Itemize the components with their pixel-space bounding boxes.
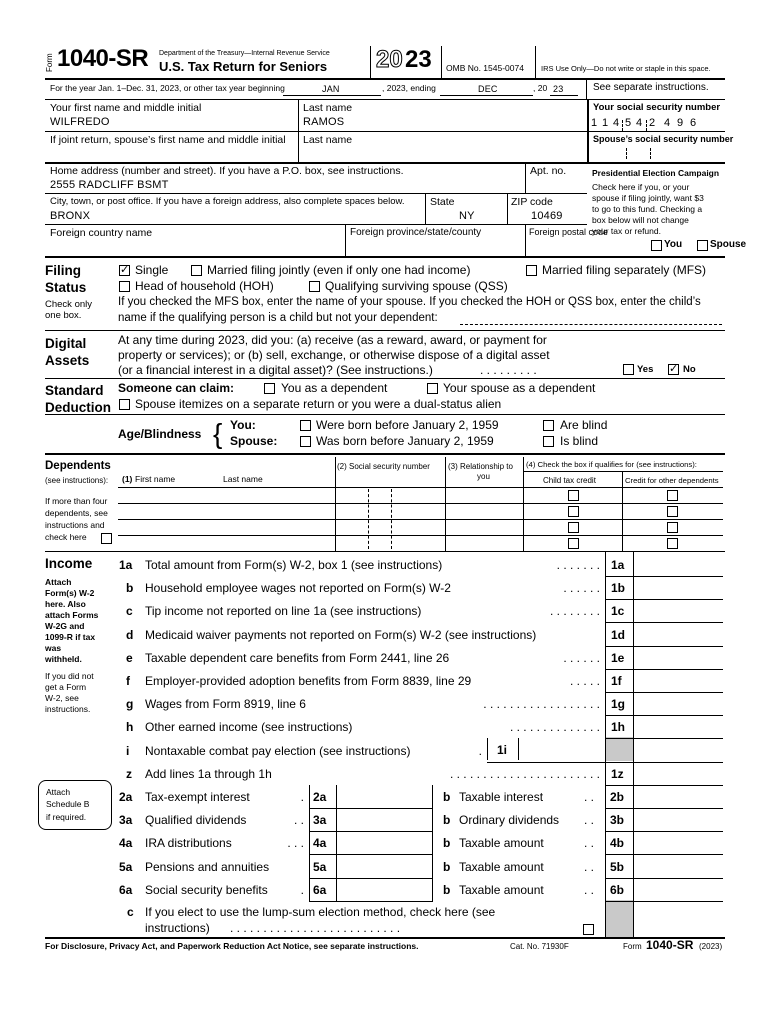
form-vertical-label: Form — [45, 53, 54, 72]
line-5b-box-label: 5b — [610, 860, 625, 874]
age-brace: { — [213, 418, 223, 449]
last-name-label: Last name — [303, 102, 353, 114]
line-5b-letter: b — [443, 860, 451, 874]
line-6a-label: Social security benefits — [145, 883, 268, 897]
line-1c-box-label: 1c — [611, 604, 625, 618]
income-title: Income — [45, 556, 93, 571]
line-1a-box-label: 1a — [611, 558, 625, 572]
line-1g-number: g — [126, 697, 134, 711]
spouse-last-name-label: Last name — [303, 134, 353, 146]
digital-question-3: (or a financial interest in a digital asset)? (See instructions.) — [118, 363, 433, 377]
dep-col2-header: (2) Social security number — [337, 462, 430, 471]
line-2b-letter: b — [443, 790, 451, 804]
foreign-postal-field[interactable] — [529, 240, 584, 253]
first-name-field[interactable]: WILFREDO — [50, 116, 110, 128]
line-1b-amount[interactable] — [634, 576, 723, 599]
line-1z-amount[interactable] — [634, 762, 723, 785]
line-6b-dots: . . — [583, 883, 594, 897]
dep-row-1-odc-checkbox[interactable] — [667, 490, 678, 501]
line-2a-label: Tax-exempt interest — [145, 790, 250, 804]
dependents-see-instructions: (see instructions): — [45, 476, 109, 485]
spouse-first-name-label: If joint return, spouse’s first name and middle initial — [50, 134, 286, 146]
line-1e-label: Taxable dependent care benefits from Form 2441, line 26 — [145, 651, 450, 665]
footer-form-number: 1040-SR — [646, 938, 694, 952]
income-attach-7: was — [45, 643, 62, 653]
spouse-blind-checkbox[interactable] — [543, 436, 554, 447]
line-3b-label: Ordinary dividends — [459, 813, 560, 827]
dep-row-1-ctc-checkbox[interactable] — [568, 490, 579, 501]
state-label: State — [430, 196, 455, 208]
age-you-label: You: — [230, 418, 256, 432]
footer-cat-no: Cat. No. 71930F — [510, 942, 569, 951]
presidential-you-label: You — [664, 239, 683, 250]
line-4a-amount[interactable] — [338, 831, 433, 854]
line-1e-dots: . . . . . . — [563, 651, 600, 665]
age-spouse-label: Spouse: — [230, 434, 278, 448]
line-1z-number: z — [126, 767, 132, 781]
mfs-label: Married filing separately (MFS) — [542, 263, 707, 277]
line-1h-label: Other earned income (see instructions) — [145, 720, 353, 734]
income-attach-4: attach Forms — [45, 610, 99, 620]
form-title: U.S. Tax Return for Seniors — [159, 59, 328, 74]
dep-more-1: If more than four — [45, 496, 108, 506]
line-2a-dots: . — [300, 790, 304, 804]
presidential-spouse-label: Spouse — [710, 239, 747, 250]
presidential-text-2: spouse if filing jointly, want $3 — [592, 193, 704, 203]
mfj-checkbox[interactable] — [191, 265, 202, 276]
line-1c-label: Tip income not reported on line 1a (see instructions) — [145, 604, 422, 618]
line-1b-dots: . . . . . . — [563, 581, 600, 595]
qss-checkbox[interactable] — [309, 281, 320, 292]
line-1e-box-label: 1e — [611, 651, 625, 665]
line-1e-number: e — [126, 651, 133, 665]
dep-row-1-name[interactable] — [118, 487, 335, 503]
spouse-blind-label: Is blind — [560, 434, 599, 448]
line-4a-box-label: 4a — [313, 836, 327, 850]
footer-disclosure: For Disclosure, Privacy Act, and Paperwork Reduction Act Notice, see separate instructions. — [45, 941, 419, 951]
dep-row-2-odc-checkbox[interactable] — [667, 506, 678, 517]
line-6b-label: Taxable amount — [459, 883, 544, 897]
line-6a-amount[interactable] — [338, 878, 433, 901]
schedule-b-2: Schedule B — [46, 799, 90, 809]
city-field[interactable]: BRONX — [50, 210, 91, 222]
line-1a-amount[interactable] — [634, 553, 723, 576]
footer-form-year: (2023) — [699, 942, 723, 951]
filing-status-note-2: one box. — [45, 310, 82, 321]
spouse-ssn-label: Spouse’s social security number — [593, 134, 734, 144]
digital-question-2: property or services); or (b) sell, exchange, or otherwise dispose of a digital asset — [118, 348, 550, 362]
income-attach-1: Attach — [45, 577, 72, 587]
dep-more-2: dependents, see — [45, 508, 108, 518]
line-3a-label: Qualified dividends — [145, 813, 247, 827]
filing-status-instruction-1: If you checked the MFS box, enter the name of your spouse. If you checked the HOH or QSS box, enter the child’s — [118, 296, 701, 308]
line-1d-label: Medicaid waiver payments not reported on Form(s) W-2 (see instructions) — [145, 628, 537, 642]
first-name-label: Your first name and middle initial — [50, 102, 202, 114]
standard-deduction-title-1: Standard — [45, 383, 104, 398]
digital-question-1: At any time during 2023, did you: (a) receive (as a reward, award, or payment for — [118, 333, 547, 347]
spouse-born-before-label: Was born before January 2, 1959 — [316, 434, 494, 448]
line-6a-number: 6a — [119, 883, 133, 897]
line-1g-amount[interactable] — [634, 692, 723, 715]
line-1a-label: Total amount from Form(s) W-2, box 1 (see instructions) — [145, 558, 443, 572]
digital-assets-title-2: Assets — [45, 353, 90, 368]
line-4b-letter: b — [443, 836, 451, 850]
line-1f-dots: . . . . . — [569, 674, 600, 688]
tax-year-year[interactable]: 23 — [553, 84, 564, 94]
year-outline: 20 — [376, 46, 403, 73]
line-1h-box-label: 1h — [611, 720, 626, 734]
income-attach-2: Form(s) W-2 — [45, 588, 95, 598]
dep-row-3-name[interactable] — [118, 519, 335, 535]
filing-status-note-1: Check only — [45, 299, 92, 310]
line-5a-box-label: 5a — [313, 860, 327, 874]
digital-yes-checkbox[interactable] — [623, 364, 634, 375]
foreign-country-label: Foreign country name — [50, 227, 153, 239]
line-6a-box-label: 6a — [313, 883, 327, 897]
state-field[interactable]: NY — [459, 210, 475, 222]
line-1f-box-label: 1f — [611, 674, 622, 688]
ssn-field[interactable]: 1 1 4 5 4 2 4 9 6 — [591, 117, 697, 129]
dependents-title: Dependents — [45, 460, 111, 472]
department-label: Department of the Treasury—Internal Revenue Service — [159, 50, 330, 57]
line-3b-box-label: 3b — [610, 813, 625, 827]
line-3a-amount[interactable] — [338, 808, 433, 831]
you-dependent-label: You as a dependent — [281, 381, 388, 395]
line-6b-amount[interactable] — [634, 878, 723, 901]
line-1c-amount[interactable] — [634, 599, 723, 622]
digital-no-label: No — [683, 364, 696, 375]
dep-row-4-ctc-checkbox[interactable] — [568, 538, 579, 549]
tax-year-ending: , 2023, ending — [382, 83, 436, 93]
dep-col3-header-1: (3) Relationship to — [448, 462, 513, 471]
mfs-checkbox[interactable] — [526, 265, 537, 276]
you-born-before-checkbox[interactable] — [300, 420, 311, 431]
tax-year-end[interactable]: DEC — [478, 84, 498, 94]
income-attach-3: here. Also — [45, 599, 86, 609]
line-6a-rule — [309, 901, 433, 902]
spouse-born-before-checkbox[interactable] — [300, 436, 311, 447]
line-2b-box-label: 2b — [610, 790, 625, 804]
line-1i-amount[interactable] — [520, 738, 604, 760]
dep-row-3-odc-checkbox[interactable] — [667, 522, 678, 533]
line-1b-number: b — [126, 581, 134, 595]
filing-status-title-1: Filing — [45, 263, 81, 278]
you-dependent-checkbox[interactable] — [264, 383, 275, 394]
line-3a-number: 3a — [119, 813, 133, 827]
tax-year-begin[interactable]: JAN — [322, 84, 340, 94]
dep-more-3: instructions and — [45, 520, 105, 530]
line-4a-number: 4a — [119, 836, 133, 850]
tax-year-20: , 20 — [533, 83, 548, 93]
age-blindness-label: Age/Blindness — [118, 427, 202, 441]
spouse-ssn-field[interactable] — [589, 146, 723, 160]
line-3a-box-label: 3a — [313, 813, 327, 827]
digital-no-checkbox[interactable]: ✓ — [669, 363, 679, 375]
line-1a-dots: . . . . . . . — [556, 558, 600, 572]
line-1i-dots: . — [478, 744, 482, 758]
line-1z-box-label: 1z — [611, 767, 624, 781]
line-1h-number: h — [126, 720, 134, 734]
form-number: 1040-SR — [57, 45, 149, 72]
dep-col4a-header: Child tax credit — [543, 476, 596, 485]
dep-col4b-header: Credit for other dependents — [625, 476, 719, 485]
filing-status-title-2: Status — [45, 280, 87, 295]
spouse-itemizes-checkbox[interactable] — [119, 399, 130, 410]
line-2b-amount[interactable] — [634, 785, 723, 808]
income-nodata-2: get a Form — [45, 682, 87, 692]
city-label: City, town, or post office. If you have a foreign address, also complete spaces below. — [50, 196, 405, 207]
schedule-b-3: if required. — [46, 812, 87, 822]
line-2a-box-label: 2a — [313, 790, 327, 804]
line-1g-box-label: 1g — [611, 697, 626, 711]
line-5b-label: Taxable amount — [459, 860, 544, 874]
single-checkbox[interactable]: ✓ — [120, 264, 130, 276]
spouse-last-name-field[interactable] — [303, 146, 583, 160]
line-1i-label: Nontaxable combat pay election (see instructions) — [145, 744, 411, 758]
line-3a-dots: . . — [293, 813, 304, 827]
line-1g-dots: . . . . . . . . . . . . . . . . . . — [483, 697, 600, 711]
line-1d-amount[interactable] — [634, 623, 723, 646]
line-1i-box-label: 1i — [497, 743, 508, 757]
line-1d-number: d — [126, 628, 134, 642]
schedule-b-1: Attach — [46, 787, 71, 797]
line-6c-text-1: If you elect to use the lump-sum election method, check here (see — [145, 905, 496, 919]
income-attach-6: 1099-R if tax — [45, 632, 96, 642]
qss-label: Qualifying surviving spouse (QSS) — [325, 279, 508, 293]
omb-number: OMB No. 1545-0074 — [446, 63, 524, 73]
zip-field[interactable]: 10469 — [531, 210, 563, 222]
line-6b-rule — [605, 901, 723, 902]
dep-col1-num: (1) — [122, 474, 133, 484]
presidential-spouse-checkbox[interactable] — [697, 240, 708, 251]
filing-status-instruction-2: name if the qualifying person is a child but not your dependent: — [118, 312, 438, 324]
line-5a-label: Pensions and annuities — [145, 860, 270, 874]
foreign-province-label: Foreign province/state/county — [350, 227, 482, 238]
year-bold: 23 — [405, 46, 432, 73]
zip-label: ZIP code — [511, 196, 553, 208]
presidential-text-4: box below will not change — [592, 215, 689, 225]
apt-no-label: Apt. no. — [530, 165, 567, 177]
spouse-first-name-field[interactable] — [50, 146, 295, 160]
spouse-dependent-label: Your spouse as a dependent — [443, 381, 596, 395]
line-6b-box-label: 6b — [610, 883, 625, 897]
line-1c-number: c — [126, 604, 133, 618]
you-blind-label: Are blind — [560, 418, 608, 432]
line-5b-amount[interactable] — [634, 855, 723, 878]
hoh-label: Head of household (HOH) — [135, 279, 274, 293]
presidential-title: Presidential Election Campaign — [592, 168, 720, 178]
standard-deduction-title-2: Deduction — [45, 400, 111, 415]
presidential-you-checkbox[interactable] — [651, 240, 662, 251]
line-1i-number: i — [126, 744, 130, 758]
line-4b-dots: . . — [583, 836, 594, 850]
line-4b-box-label: 4b — [610, 836, 625, 850]
line-6c-dots: . . . . . . . . . . . . . . . . . . . . . . . . . . — [230, 921, 401, 935]
line-4a-label: IRA distributions — [145, 836, 232, 850]
line-1b-box-label: 1b — [611, 581, 626, 595]
line-3b-letter: b — [443, 813, 451, 827]
spouse-child-name-field[interactable] — [460, 311, 722, 325]
line-6b-letter: b — [443, 883, 451, 897]
digital-question-dots: . . . . . . . . . — [480, 363, 537, 377]
last-name-field[interactable]: RAMOS — [303, 116, 345, 128]
income-nodata-4: instructions. — [45, 704, 91, 714]
line-6c-text-2: instructions) — [145, 921, 210, 935]
home-address-field[interactable]: 2555 RADCLIFF BSMT — [50, 179, 169, 191]
dep-row-2-name[interactable] — [118, 503, 335, 519]
dep-col1-first: First name — [135, 474, 176, 484]
footer-form-label: Form — [623, 942, 642, 951]
line-5a-amount[interactable] — [338, 855, 433, 878]
home-address-label: Home address (number and street). If you have a P.O. box, see instructions. — [50, 165, 404, 177]
single-label: Single — [135, 263, 169, 277]
presidential-text-3: to go to this fund. Checking a — [592, 204, 703, 214]
line-1z-label: Add lines 1a through 1h — [145, 767, 272, 781]
income-nodata-1: If you did not — [45, 671, 94, 681]
someone-can-claim-label: Someone can claim: — [118, 381, 235, 395]
line-2b-dots: . . — [583, 790, 594, 804]
hoh-checkbox[interactable] — [119, 281, 130, 292]
line-1a-number: 1a — [119, 558, 133, 572]
dep-more-4: check here — [45, 532, 87, 542]
line-2a-amount[interactable] — [338, 785, 433, 808]
dep-col1-last: Last name — [223, 474, 263, 484]
tax-year-prefix: For the year Jan. 1–Dec. 31, 2023, or other tax year beginning — [50, 83, 285, 93]
spouse-dependent-checkbox[interactable] — [427, 383, 438, 394]
dep-col3-header-2: you — [477, 472, 490, 481]
you-born-before-label: Were born before January 2, 1959 — [316, 418, 499, 432]
apt-no-field[interactable] — [530, 179, 584, 192]
foreign-province-field[interactable] — [350, 240, 520, 253]
income-attach-5: W-2G and — [45, 621, 85, 631]
you-blind-checkbox[interactable] — [543, 420, 554, 431]
dep-row-4-name[interactable] — [118, 535, 335, 551]
dep-row-2-ctc-checkbox[interactable] — [568, 506, 579, 517]
lump-sum-checkbox[interactable] — [583, 924, 594, 935]
line-1h-rule — [605, 738, 723, 739]
spouse-itemizes-label: Spouse itemizes on a separate return or you were a dual-status alien — [135, 397, 502, 411]
line-6c-num: c — [127, 905, 134, 919]
dep-row-4-odc-checkbox[interactable] — [667, 538, 678, 549]
line-1b-label: Household employee wages not reported on Form(s) W-2 — [145, 581, 451, 595]
digital-assets-title-1: Digital — [45, 336, 87, 351]
line-3b-amount[interactable] — [634, 808, 723, 831]
line-1h-amount[interactable] — [634, 715, 723, 738]
line-4b-label: Taxable amount — [459, 836, 544, 850]
dep-row-3-ctc-checkbox[interactable] — [568, 522, 579, 533]
line-1h-dots: . . . . . . . . . . . . . . — [509, 720, 600, 734]
line-2b-label: Taxable interest — [459, 790, 544, 804]
line-4b-amount[interactable] — [634, 831, 723, 854]
dep-more-checkbox[interactable] — [101, 533, 112, 544]
line-1f-label: Employer-provided adoption benefits from Form 8839, line 29 — [145, 674, 472, 688]
presidential-text-1: Check here if you, or your — [592, 182, 690, 192]
dep-col4-header: (4) Check the box if qualifies for (see instructions): — [526, 460, 697, 469]
line-2a-number: 2a — [119, 790, 133, 804]
line-3b-dots: . . — [583, 813, 594, 827]
line-1g-label: Wages from Form 8919, line 6 — [145, 697, 306, 711]
line-1f-number: f — [126, 674, 130, 688]
line-1d-box-label: 1d — [611, 628, 626, 642]
line-5a-number: 5a — [119, 860, 133, 874]
digital-yes-label: Yes — [637, 364, 654, 375]
mfj-label: Married filing jointly (even if only one had income) — [207, 263, 471, 277]
line-1c-dots: . . . . . . . . — [549, 604, 600, 618]
line-1z-dots: . . . . . . . . . . . . . . . . . . . . . . . — [449, 767, 600, 781]
line-1f-amount[interactable] — [634, 669, 723, 692]
foreign-country-field[interactable] — [50, 240, 340, 253]
schedule-b-callout — [38, 780, 112, 830]
income-attach-8: withheld. — [45, 654, 82, 664]
presidential-text-5: your tax or refund. — [592, 226, 661, 236]
line-1e-amount[interactable] — [634, 646, 723, 669]
irs-use-only: IRS Use Only—Do not write or staple in this space. — [541, 64, 711, 73]
income-nodata-3: W-2, see — [45, 693, 79, 703]
line-4a-dots: . . . — [287, 836, 304, 850]
line-5b-dots: . . — [583, 860, 594, 874]
line-6a-dots: . — [300, 883, 304, 897]
ssn-label: Your social security number — [593, 102, 721, 113]
foreign-postal-label: Foreign postal code — [529, 227, 609, 237]
see-separate-instructions: See separate instructions. — [593, 82, 709, 93]
